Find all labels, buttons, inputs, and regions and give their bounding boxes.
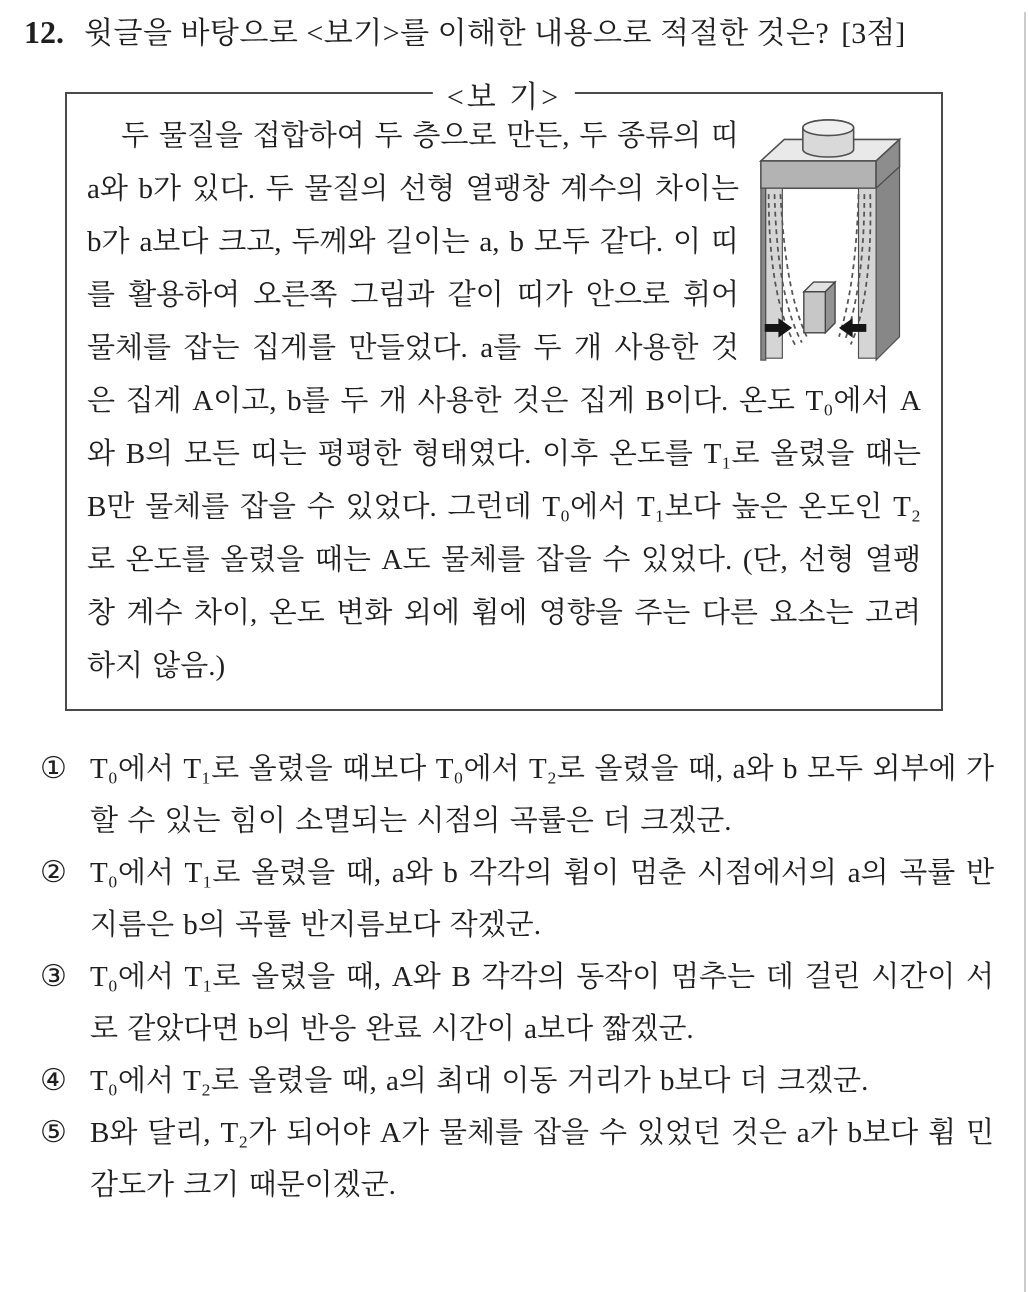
choice-1[interactable]	[40, 743, 994, 847]
choice-3-marker: ③	[40, 960, 67, 993]
bogi-paragraph: 두 물질을 접합하여 두 층으로 만든, 두 종류의 띠 a와 b가 있다. 두 물질의 선형 열팽창 계수의 차이는 b가 a보다 크고, 두께와 길이는 a, b 모두 같다. 이 띠를 활용하여 오른쪽 그림과 같이 띠가 안으로 휘어 물체를 잡는 집게를 만들었다. a를 두 개 사용한 것은 집게 A이고, b를 두 개 사용한 것은 집게 B이다. 온도 T₀에서 A와 B의 모든 띠는 평평한 형태였다. 이후 온도를 T₁로 올렸을 때는 B만 물체를 잡을 수 있었다. 그런데 T₀에서 T₁보다 높은 온도인 T₂로 온도를 올렸을 때는 A도 물체를 잡을 수 있었다. (단, 선형 열팽창 계수 차이, 온도 변화 외에 휨에 영향을 주는 다른 요소는 고려하지 않음.)	[87, 120, 921, 682]
question-points: [3점]	[841, 17, 906, 50]
left-strip-edge	[761, 188, 766, 360]
bimetal-gripper-diagram	[755, 116, 921, 366]
question-header	[24, 12, 998, 54]
choice-1-marker: ①	[40, 752, 67, 785]
choice-1-text: T₀에서 T₁로 올렸을 때보다 T₀에서 T₂로 올렸을 때, a와 b 모두 외부에 가할 수 있는 힘이 소멸되는 시점의 곡률은 더 크겠군.	[90, 753, 994, 837]
choice-4-marker: ④	[40, 1064, 67, 1097]
choice-2-text: T₀에서 T₁로 올렸을 때, a와 b 각각의 휨이 멈춘 시점에서의 a의 곡률 반지름은 b의 곡률 반지름보다 작겠군.	[90, 857, 994, 941]
right-strip-edge	[876, 167, 899, 360]
bogi-box	[65, 81, 943, 711]
question-number: 12.	[24, 14, 64, 50]
page-column-divider	[1024, 12, 1026, 1292]
choice-5-text: B와 달리, T₂가 되어야 A가 물체를 잡을 수 있었던 것은 a가 b보다 휨 민감도가 크기 때문이겠군.	[90, 1117, 994, 1201]
choice-2-marker: ②	[40, 856, 67, 889]
gripped-object-front	[804, 292, 825, 333]
top-block-front-face	[761, 161, 876, 188]
gripped-object-side	[825, 282, 835, 333]
choice-2[interactable]	[40, 847, 994, 951]
choice-4[interactable]	[40, 1055, 994, 1107]
choice-5-marker: ⑤	[40, 1116, 67, 1149]
bogi-box-title: <보 기>	[433, 72, 575, 116]
answer-choices	[40, 743, 994, 1211]
choice-3[interactable]	[40, 951, 994, 1055]
choice-3-text: T₀에서 T₁로 올렸을 때, A와 B 각각의 동작이 멈추는 데 걸린 시간이 서로 같았다면 b의 반응 완료 시간이 a보다 짧겠군.	[90, 961, 994, 1045]
choice-4-text: T₀에서 T₂로 올렸을 때, a의 최대 이동 거리가 b보다 더 크겠군.	[90, 1065, 869, 1097]
question-text: 윗글을 바탕으로 <보기>를 이해한 내용으로 적절한 것은?	[84, 17, 830, 50]
knob-cylinder-top	[803, 120, 854, 136]
right-strip	[859, 188, 877, 358]
choice-5[interactable]	[40, 1107, 994, 1211]
